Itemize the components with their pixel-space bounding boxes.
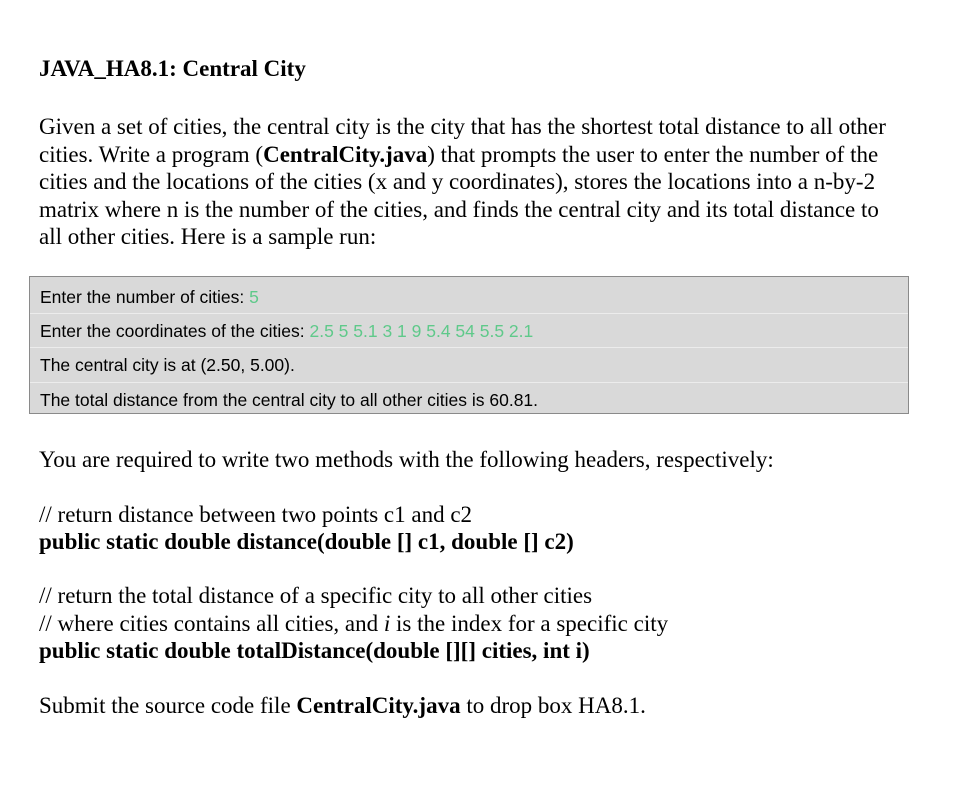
assignment-title: JAVA_HA8.1: Central City bbox=[39, 56, 306, 81]
method1-header: public static double distance(double [] c1, double [] c2) bbox=[39, 529, 574, 554]
method2-comment-2 bbox=[39, 611, 668, 637]
method2-comment-2a: // where cities contains all cities, and bbox=[39, 611, 384, 636]
console-line-2 bbox=[40, 321, 533, 342]
console-prompt-cities: Enter the number of cities: bbox=[40, 287, 250, 307]
console-divider bbox=[30, 313, 908, 314]
console-output-central-city: The central city is at (2.50, 5.00). bbox=[40, 355, 295, 375]
console-prompt-coordinates: Enter the coordinates of the cities: bbox=[40, 321, 310, 341]
console-line-3 bbox=[40, 355, 295, 376]
console-input-coordinates: 2.5 5 5.1 3 1 9 5.4 54 5.5 2.1 bbox=[309, 321, 534, 341]
console-input-cities: 5 bbox=[249, 287, 259, 307]
console-divider bbox=[30, 347, 908, 348]
console-output-total-distance: The total distance from the central city to all other cities is 60.81. bbox=[40, 390, 539, 410]
method2-comment-2b: is the index for a specific city bbox=[390, 611, 669, 636]
console-divider bbox=[30, 382, 908, 383]
intro-text-part2: ) that prompts the user to enter the number of the cities and the locations of the cities (x and y coordinates), stores the locations into a n-by-2 matrix where n is the number of the cities, and finds the central city and its total distance to all other cities. Here is a sample run: bbox=[39, 141, 879, 249]
method2-comment-1: // return the total distance of a specific city to all other cities bbox=[39, 583, 593, 608]
method2-header: public static double totalDistance(double [][] cities, int i) bbox=[39, 638, 590, 663]
intro-filename: CentralCity.java bbox=[263, 141, 428, 167]
console-line-1 bbox=[40, 287, 259, 308]
submit-text-part2: to drop box HA8.1. bbox=[460, 693, 646, 718]
requirements-intro: You are required to write two methods with the following headers, respectively: bbox=[39, 447, 774, 472]
sample-run-box bbox=[29, 276, 909, 414]
method2-comment-var: i bbox=[383, 611, 391, 636]
intro-paragraph bbox=[39, 113, 899, 251]
console-line-4 bbox=[40, 390, 538, 411]
intro-text-part1: Given a set of cities, the central city is the city that has the shortest total distance to all other cities. Write a program ( bbox=[39, 114, 886, 167]
method1-comment: // return distance between two points c1 and c2 bbox=[39, 502, 473, 527]
submit-instruction bbox=[39, 693, 646, 719]
submit-filename: CentralCity.java bbox=[296, 693, 461, 718]
submit-text-part1: Submit the source code file bbox=[39, 693, 297, 718]
